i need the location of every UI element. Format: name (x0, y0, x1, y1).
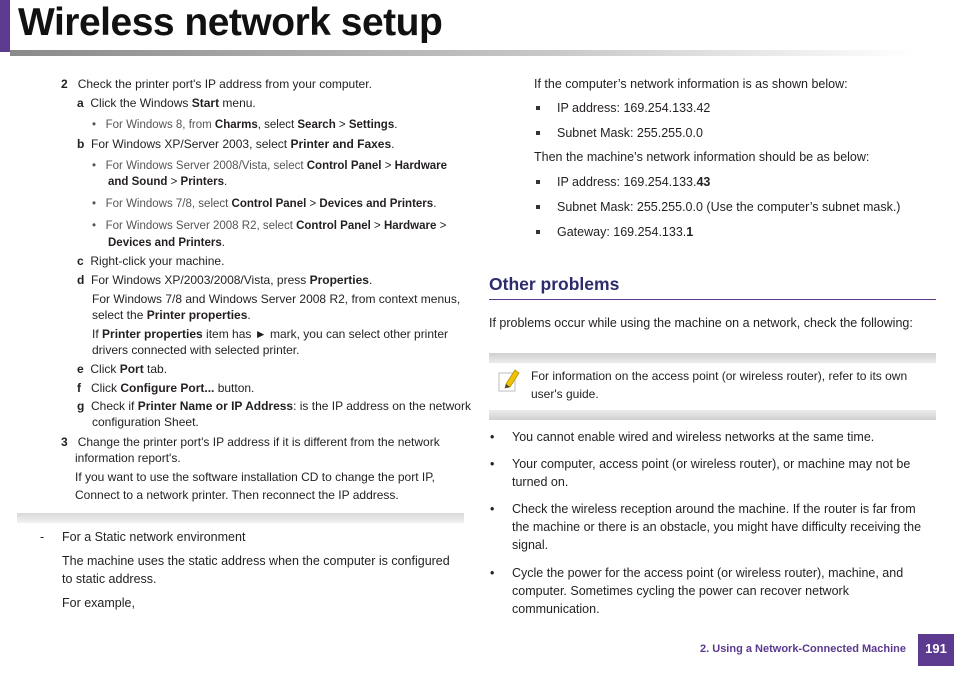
machine-subnet-mask: Subnet Mask: 255.255.0.0 (Use the computer’s subnet mask.) (557, 200, 901, 214)
section-heading-other-problems: Other problems (489, 274, 620, 294)
bullet-marker: • (490, 457, 495, 471)
note-pencil-icon (497, 367, 521, 393)
step-2b-sub-1: • For Windows Server 2008/Vista, select Control Panel > Hardware (92, 160, 448, 172)
title-rule (10, 50, 915, 56)
computer-info-intro: If the computer’s network information is as shown below: (534, 77, 848, 91)
bullet-marker (536, 205, 540, 209)
step-2g: g Check if Printer Name or IP Address: is the IP address on the network (77, 399, 471, 413)
step-2d-para-1: For Windows 7/8 and Windows Server 2008 R2, from context menus, (92, 292, 461, 306)
machine-gateway: Gateway: 169.254.133.1 (557, 225, 694, 239)
bullet-marker (536, 180, 540, 184)
problem-item-2: Your computer, access point (or wireless router), or machine may not be (512, 457, 911, 471)
step-2c: c Right-click your machine. (77, 254, 225, 268)
step-2b-sub-3: • For Windows Server 2008 R2, select Control Panel > Hardware > (92, 220, 447, 232)
problem-item-2-line2: turned on. (512, 475, 569, 489)
problem-item-3-line3: signal. (512, 538, 549, 552)
bullet-marker (536, 230, 540, 234)
problem-item-3-line2: the machine or there is an obstacle, you might have difficulty receiving the (512, 520, 922, 534)
static-env-dash: - (40, 530, 45, 544)
step-2e: e Click Port tab. (77, 362, 168, 376)
bullet-marker (536, 106, 540, 110)
note-box-top (489, 353, 936, 363)
machine-ip-address: IP address: 169.254.133.43 (557, 175, 711, 189)
note-box-bottom (489, 410, 936, 420)
heading-rule (489, 299, 936, 300)
section-divider (17, 513, 464, 523)
step-2d-para-1-line2: select the Printer properties. (92, 308, 251, 322)
step-2a-sub: • For Windows 8, from Charms, select Search > Settings. (92, 119, 398, 131)
page-title: Wireless network setup (18, 1, 443, 44)
bullet-marker: • (490, 502, 495, 516)
problem-item-4: Cycle the power for the access point (or wireless router), machine, and (512, 566, 904, 580)
static-env-para-2: For example, (62, 596, 135, 610)
problem-item-3: Check the wireless reception around the machine. If the router is far from (512, 502, 916, 516)
step-2d: d For Windows XP/2003/2008/Vista, press Properties. (77, 273, 373, 287)
static-env-para-1-line2: to static address. (62, 572, 157, 586)
machine-info-intro: Then the machine’s network information should be as below: (534, 150, 870, 164)
static-env-para-1: The machine uses the static address when the computer is configured (62, 554, 450, 568)
note-text-line2: user's guide. (531, 387, 599, 401)
step-3-para: If you want to use the software installation CD to change the port IP, (75, 470, 435, 484)
step-2: 2 Check the printer port's IP address from your computer. (61, 77, 372, 91)
step-2b-sub-3-line2: Devices and Printers. (108, 237, 225, 249)
footer-section-label: 2. Using a Network-Connected Machine (700, 643, 906, 655)
bullet-marker: • (490, 566, 495, 580)
step-2a: a Click the Windows Start menu. (77, 96, 256, 110)
step-2b-sub-2: • For Windows 7/8, select Control Panel > Devices and Printers. (92, 198, 437, 210)
bullet-marker (536, 131, 540, 135)
pc-subnet-mask: Subnet Mask: 255.255.0.0 (557, 126, 703, 140)
problem-item-4-line3: communication. (512, 602, 600, 616)
step-3-para-line2: Connect to a network printer. Then reconnect the IP address. (75, 488, 399, 502)
step-2d-para-2: If Printer properties item has ► mark, you can select other printer (92, 327, 449, 341)
step-2g-line2: configuration Sheet. (92, 415, 199, 429)
other-problems-lead: If problems occur while using the machine on a network, check the following: (489, 316, 913, 330)
step-3: 3 Change the printer port's IP address if it is different from the network (61, 435, 440, 449)
problem-item-1: You cannot enable wired and wireless networks at the same time. (512, 430, 875, 444)
header-accent-bar (0, 0, 10, 52)
step-3-line2: information report's. (75, 451, 181, 465)
note-text: For information on the access point (or wireless router), refer to its own (531, 369, 908, 383)
pc-ip-address: IP address: 169.254.133.42 (557, 101, 711, 115)
bullet-marker: • (490, 430, 495, 444)
problem-item-4-line2: computer. Sometimes cycling the power can recover network (512, 584, 849, 598)
step-2d-para-2-line2: drivers connected with selected printer. (92, 343, 300, 357)
step-2b-sub-1-line2: and Sound > Printers. (108, 176, 228, 188)
step-2b: b For Windows XP/Server 2003, select Printer and Faxes. (77, 137, 395, 151)
static-env-label: For a Static network environment (62, 530, 246, 544)
page-number: 191 (918, 634, 954, 666)
step-2f: f Click Configure Port... button. (77, 381, 255, 395)
